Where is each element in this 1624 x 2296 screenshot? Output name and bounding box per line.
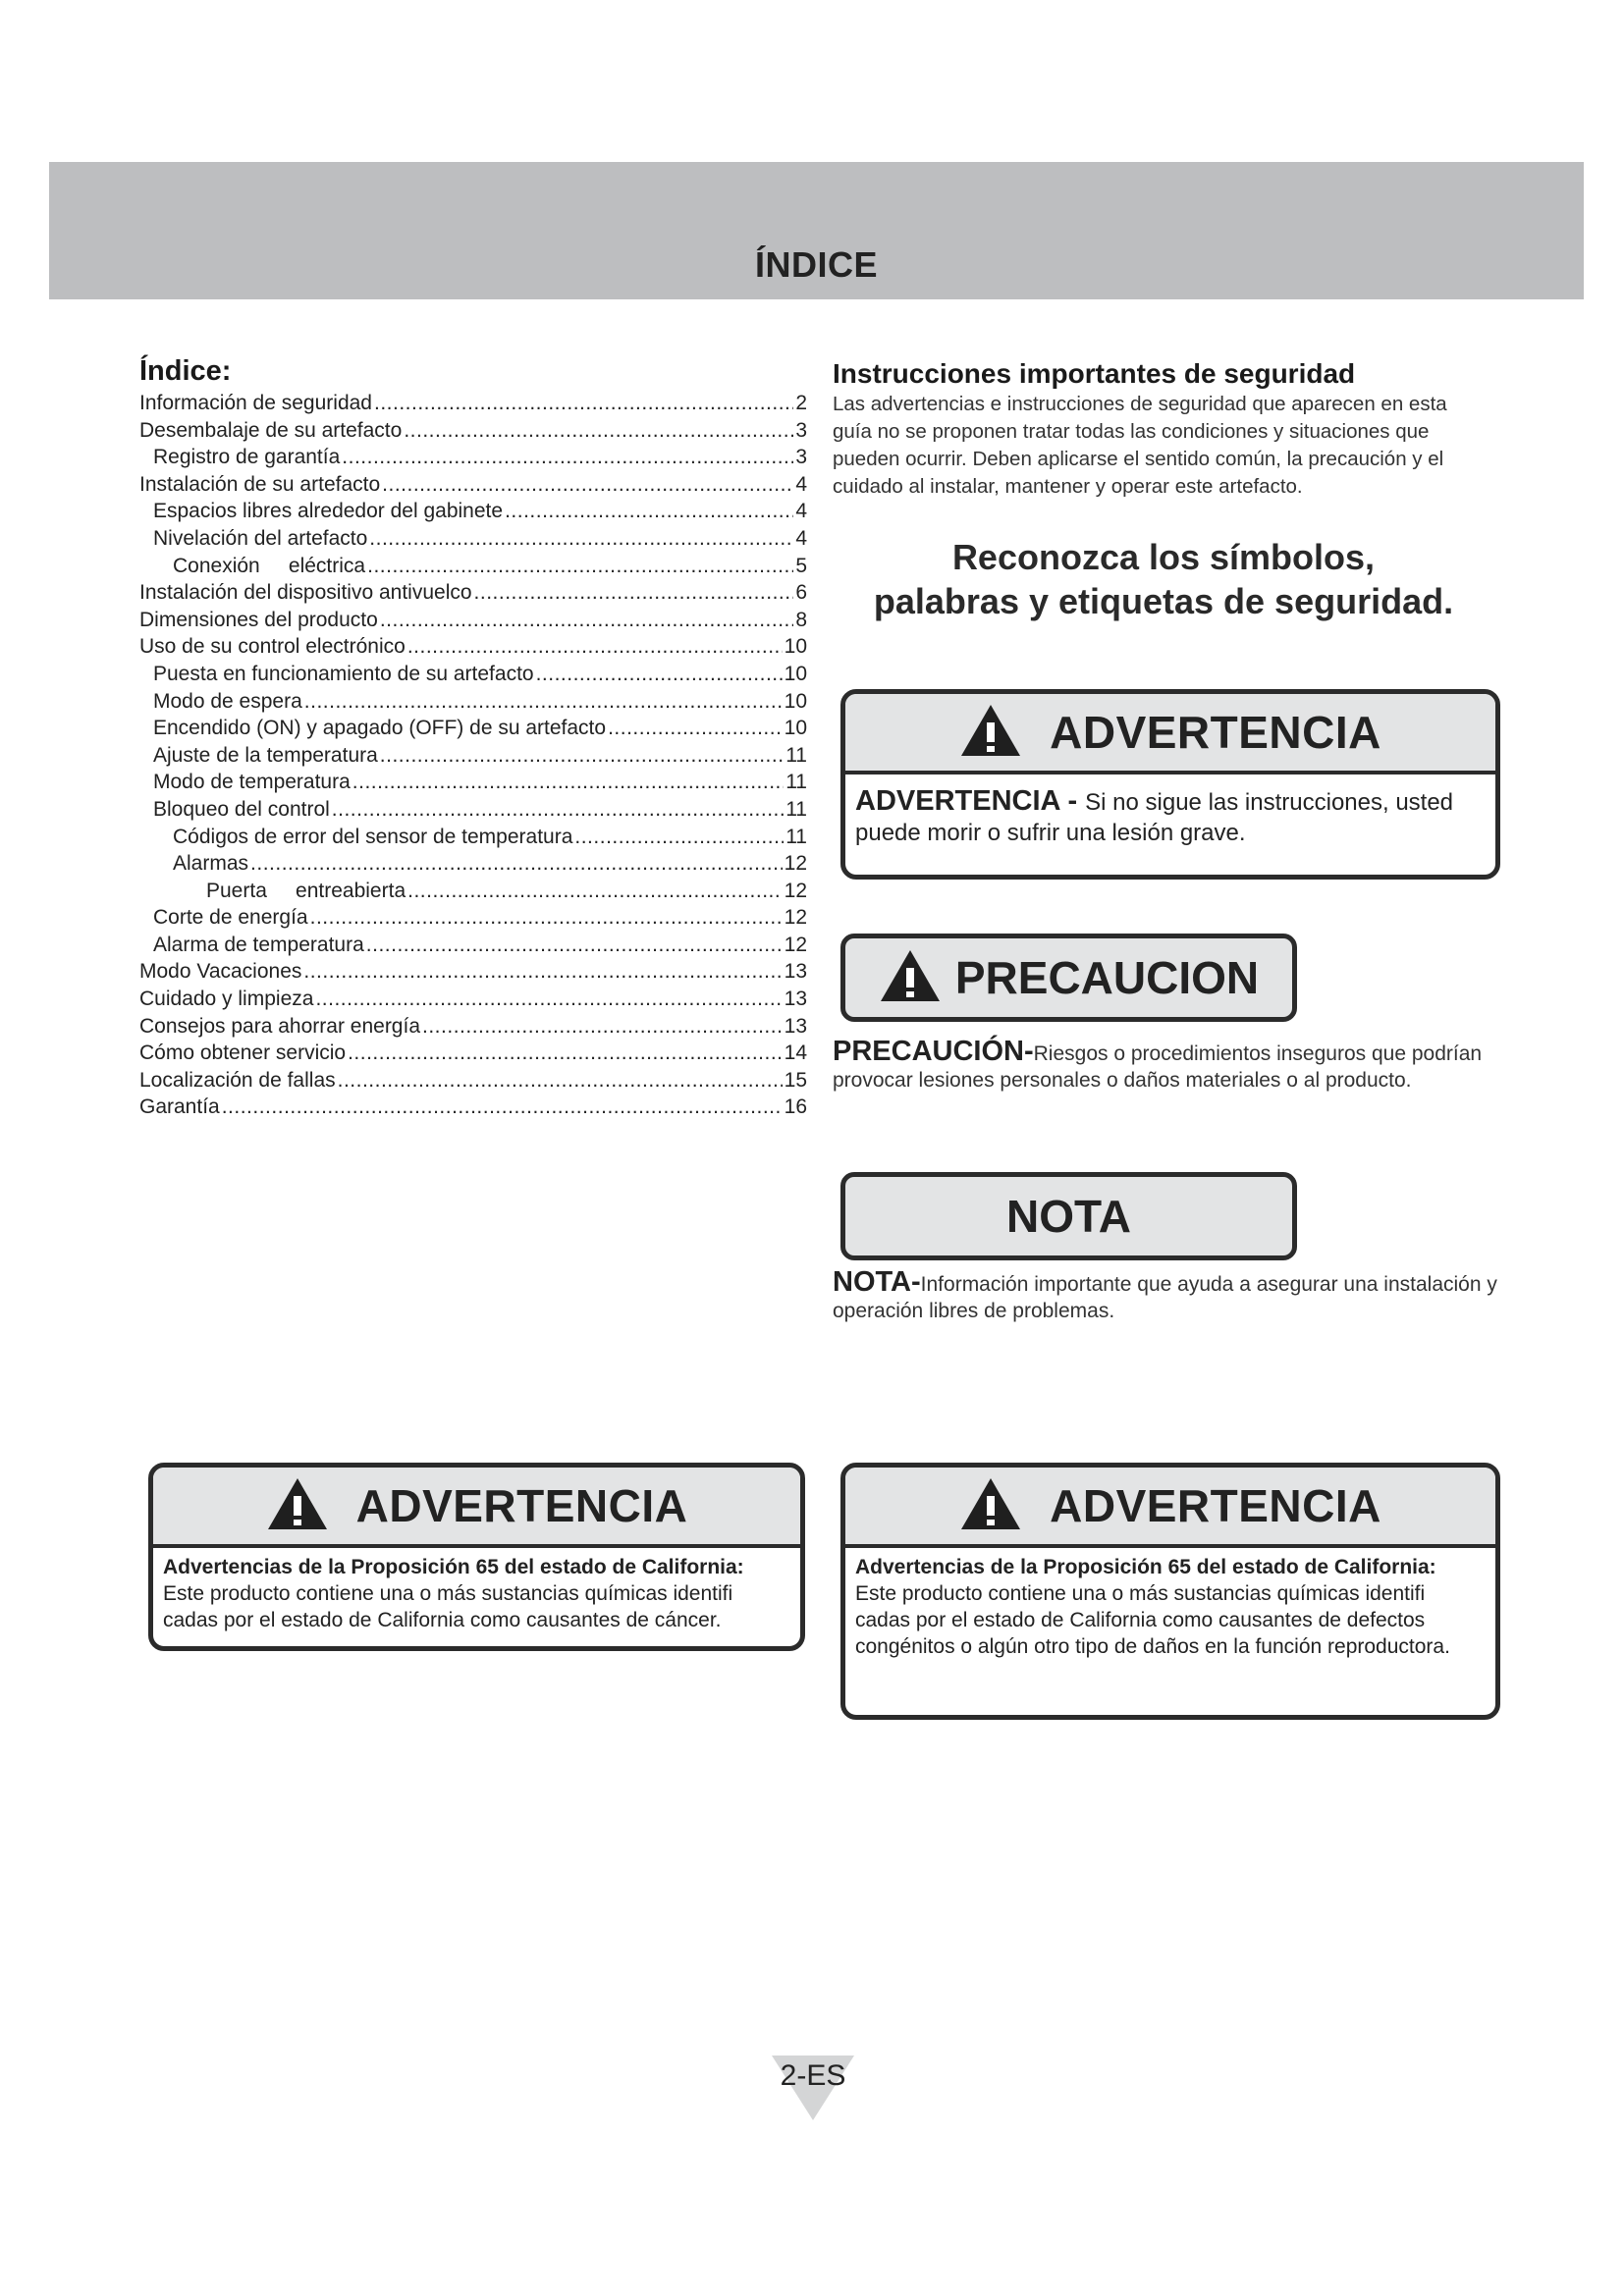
toc-entry-leader xyxy=(332,796,784,824)
toc-entry-page: 12 xyxy=(784,852,807,876)
toc-entry-leader xyxy=(380,742,784,770)
toc-entry-page: 10 xyxy=(784,635,807,659)
toc-entry-leader xyxy=(222,1094,783,1121)
prop65-cancer-body xyxy=(153,1548,800,1633)
toc-entry-leader xyxy=(536,661,783,688)
toc-entry-leader xyxy=(369,525,793,553)
warning-triangle-icon xyxy=(959,703,1050,763)
toc-entry[interactable] xyxy=(139,1040,807,1067)
toc-entry-label: Registro de garantía xyxy=(153,446,341,469)
toc-entry-label: Encendido (ON) y apagado (OFF) de su artefacto xyxy=(153,717,607,740)
toc-entry-leader xyxy=(366,932,783,959)
caution-title: PRECAUCION xyxy=(954,952,1260,1003)
toc-entry-page: 16 xyxy=(784,1095,807,1119)
toc-entry-label: Espacios libres alrededor del gabinete xyxy=(153,500,504,523)
toc-entry-leader xyxy=(310,904,783,932)
caution-banner xyxy=(840,934,1297,1022)
header-band xyxy=(49,162,1584,299)
toc-entry-label: Garantía xyxy=(139,1095,220,1119)
caution-text: Riesgos o procedimientos inseguros que podrían provocar lesiones personales o daños materiales o al producto. xyxy=(833,1042,1483,1092)
toc-heading: Índice: xyxy=(139,355,232,387)
toc-entry-page: 2 xyxy=(795,392,807,414)
warning-banner xyxy=(845,694,1495,774)
toc-entry-leader xyxy=(315,986,782,1013)
note-definition xyxy=(833,1266,1500,1324)
toc-entry-leader xyxy=(474,579,794,607)
toc-entry[interactable] xyxy=(139,1094,807,1121)
warning-definition xyxy=(845,774,1495,848)
toc-entry-leader xyxy=(574,824,784,851)
prop65-repro-text: Este producto contiene una o más sustancias químicas identifi cadas por el estado de California como causantes de defectos congénitos o algún otro tipo de daños en la función reproductora. xyxy=(855,1582,1450,1658)
toc-entry-leader xyxy=(404,417,793,445)
toc-entry-label: Localización de fallas xyxy=(139,1068,336,1092)
warning-definition-box xyxy=(840,689,1500,880)
toc-entry-leader xyxy=(338,1067,783,1095)
toc-entry[interactable] xyxy=(139,878,807,905)
warning-triangle-icon xyxy=(879,948,955,1008)
warning-text: Si no sigue las instrucciones, usted puede morir o sufrir una lesión grave. xyxy=(855,789,1454,846)
recognize-heading xyxy=(844,535,1483,623)
toc-entry-page: 11 xyxy=(785,771,807,794)
toc-entry[interactable] xyxy=(139,390,807,417)
prop65-repro-box xyxy=(840,1463,1500,1720)
toc-entry-page: 15 xyxy=(784,1068,807,1092)
toc-entry-label: Modo Vacaciones xyxy=(139,960,302,984)
toc-entry-page: 11 xyxy=(785,825,807,848)
toc-entry-label: Bloqueo del control xyxy=(153,797,330,821)
toc-entry[interactable] xyxy=(139,824,807,851)
toc-entry-page: 13 xyxy=(784,988,807,1011)
toc-entry-page: 4 xyxy=(795,472,807,496)
toc-entry-label: Modo de espera xyxy=(153,689,302,713)
toc-entry-label: Alarmas xyxy=(173,852,249,876)
toc-entry-page: 4 xyxy=(795,526,807,550)
toc-entry[interactable] xyxy=(139,498,807,525)
caution-definition xyxy=(833,1036,1500,1094)
toc-entry-label: Alarma de temperatura xyxy=(153,933,364,956)
toc-entry[interactable] xyxy=(139,1013,807,1041)
toc-entry-page: 12 xyxy=(784,906,807,930)
toc-entry[interactable] xyxy=(139,661,807,688)
page-title: ÍNDICE xyxy=(754,244,878,285)
warning-title: ADVERTENCIA xyxy=(1050,707,1381,758)
recognize-line-1: Reconozca los símbolos, xyxy=(951,537,1376,577)
toc-entry-label: Puerta entreabierta xyxy=(206,879,406,902)
toc-entry-label: Instalación de su artefacto xyxy=(139,472,381,496)
toc-entry-leader xyxy=(250,850,783,878)
toc-entry[interactable] xyxy=(139,769,807,796)
toc-entry-label: Uso de su control electrónico xyxy=(139,635,406,659)
toc-entry-label: Consejos para ahorrar energía xyxy=(139,1014,421,1038)
toc-entry-page: 11 xyxy=(785,797,807,821)
toc-entry[interactable] xyxy=(139,553,807,580)
toc-entry[interactable] xyxy=(139,904,807,932)
prop65-cancer-heading: Advertencias de la Proposición 65 del estado de California: xyxy=(163,1556,744,1578)
toc-entry-label: Instalación del dispositivo antivuelco xyxy=(139,581,472,605)
toc-entry-leader xyxy=(382,471,793,499)
toc-entry-label: Cómo obtener servicio xyxy=(139,1041,347,1065)
toc-entry[interactable] xyxy=(139,607,807,634)
toc-entry-label: Información de seguridad xyxy=(139,392,372,414)
recognize-line-2: palabras y etiquetas de seguridad. xyxy=(873,581,1454,621)
toc-entry-page: 5 xyxy=(795,554,807,577)
safety-body: Las advertencias e instrucciones de seguridad que aparecen en esta guía no se proponen tratar todas las condiciones y situaciones que pueden ocurrir. Deben aplicarse el sentido común, la precaución y el cuidado al instalar, mantener y operar este artefacto. xyxy=(833,393,1447,498)
toc-entry-page: 10 xyxy=(784,717,807,740)
prop65-cancer-box xyxy=(148,1463,805,1651)
safety-heading: Instrucciones importantes de seguridad xyxy=(833,358,1356,389)
toc-entry-leader xyxy=(380,607,794,634)
toc-entry[interactable] xyxy=(139,986,807,1013)
toc-entry-page: 4 xyxy=(795,500,807,523)
toc-entry[interactable] xyxy=(139,932,807,959)
toc-entry-label: Cuidado y limpieza xyxy=(139,988,314,1011)
warning-triangle-icon xyxy=(266,1476,356,1536)
toc-entry[interactable] xyxy=(139,579,807,607)
prop65-repro-heading: Advertencias de la Proposición 65 del estado de California: xyxy=(855,1556,1436,1578)
prop65-cancer-banner xyxy=(153,1468,800,1548)
toc-entry-page: 3 xyxy=(795,446,807,469)
toc-entry-page: 3 xyxy=(795,418,807,442)
toc-entry-leader xyxy=(608,715,783,742)
toc-entry-leader xyxy=(407,633,783,661)
toc-entry-page: 13 xyxy=(784,960,807,984)
toc-entry[interactable] xyxy=(139,715,807,742)
toc-entry-label: Dimensiones del producto xyxy=(139,608,378,631)
prop65-cancer-title: ADVERTENCIA xyxy=(355,1480,688,1531)
prop65-cancer-text: Este producto contiene una o más sustancias químicas identifi cadas por el estado de California como causantes de cáncer. xyxy=(163,1582,733,1631)
note-title: NOTA xyxy=(1006,1191,1131,1242)
prop65-repro-body xyxy=(845,1548,1495,1660)
toc-entry-label: Puesta en funcionamiento de su artefacto xyxy=(153,662,534,685)
toc-entry-leader xyxy=(348,1040,783,1067)
caution-lead: PRECAUCIÓN- xyxy=(833,1036,1034,1067)
toc-entry-page: 6 xyxy=(795,581,807,605)
toc-entry-label: Corte de energía xyxy=(153,906,308,930)
toc-entry[interactable] xyxy=(139,958,807,986)
toc-entry-page: 14 xyxy=(784,1041,807,1065)
toc-entry[interactable] xyxy=(139,1067,807,1095)
toc-entry-leader xyxy=(303,958,782,986)
toc-entry[interactable] xyxy=(139,525,807,553)
toc-entry-leader xyxy=(367,553,793,580)
warning-lead: ADVERTENCIA - xyxy=(855,785,1086,817)
toc-entry[interactable] xyxy=(139,796,807,824)
page-number: 2-ES xyxy=(780,2059,846,2092)
toc-entry-leader xyxy=(407,878,783,905)
toc-entry-leader xyxy=(422,1013,783,1041)
toc-entry[interactable] xyxy=(139,850,807,878)
toc-list xyxy=(139,390,807,1121)
toc-entry-label: Conexión eléctrica xyxy=(173,554,366,577)
toc-entry[interactable] xyxy=(139,688,807,716)
note-lead: NOTA- xyxy=(833,1266,921,1298)
prop65-repro-banner xyxy=(845,1468,1495,1548)
toc-entry[interactable] xyxy=(139,444,807,471)
toc-entry[interactable] xyxy=(139,742,807,770)
toc-entry-leader xyxy=(505,498,793,525)
toc-entry[interactable] xyxy=(139,471,807,499)
toc-entry-page: 12 xyxy=(784,933,807,956)
toc-entry-leader xyxy=(342,444,793,471)
toc-entry-label: Desembalaje de su artefacto xyxy=(139,418,403,442)
table-of-contents xyxy=(139,355,807,1121)
toc-entry-page: 10 xyxy=(784,689,807,713)
toc-entry-label: Modo de temperatura xyxy=(153,771,351,794)
toc-entry-page: 13 xyxy=(784,1014,807,1038)
toc-entry-page: 8 xyxy=(795,608,807,631)
toc-entry-leader xyxy=(304,688,783,716)
toc-entry-leader xyxy=(374,390,793,417)
note-text: Información importante que ayuda a asegurar una instalación y operación libres de problemas. xyxy=(833,1273,1497,1322)
toc-entry-leader xyxy=(352,769,784,796)
toc-entry-label: Nivelación del artefacto xyxy=(153,526,368,550)
toc-entry-label: Ajuste de la temperatura xyxy=(153,743,378,767)
toc-entry-page: 11 xyxy=(785,743,807,767)
note-banner xyxy=(840,1172,1297,1260)
prop65-repro-title: ADVERTENCIA xyxy=(1050,1480,1381,1531)
toc-entry-label: Códigos de error del sensor de temperatura xyxy=(173,825,573,848)
toc-entry[interactable] xyxy=(139,417,807,445)
toc-entry-page: 10 xyxy=(784,662,807,685)
toc-entry-page: 12 xyxy=(784,879,807,902)
warning-triangle-icon xyxy=(959,1476,1050,1536)
toc-entry[interactable] xyxy=(139,633,807,661)
